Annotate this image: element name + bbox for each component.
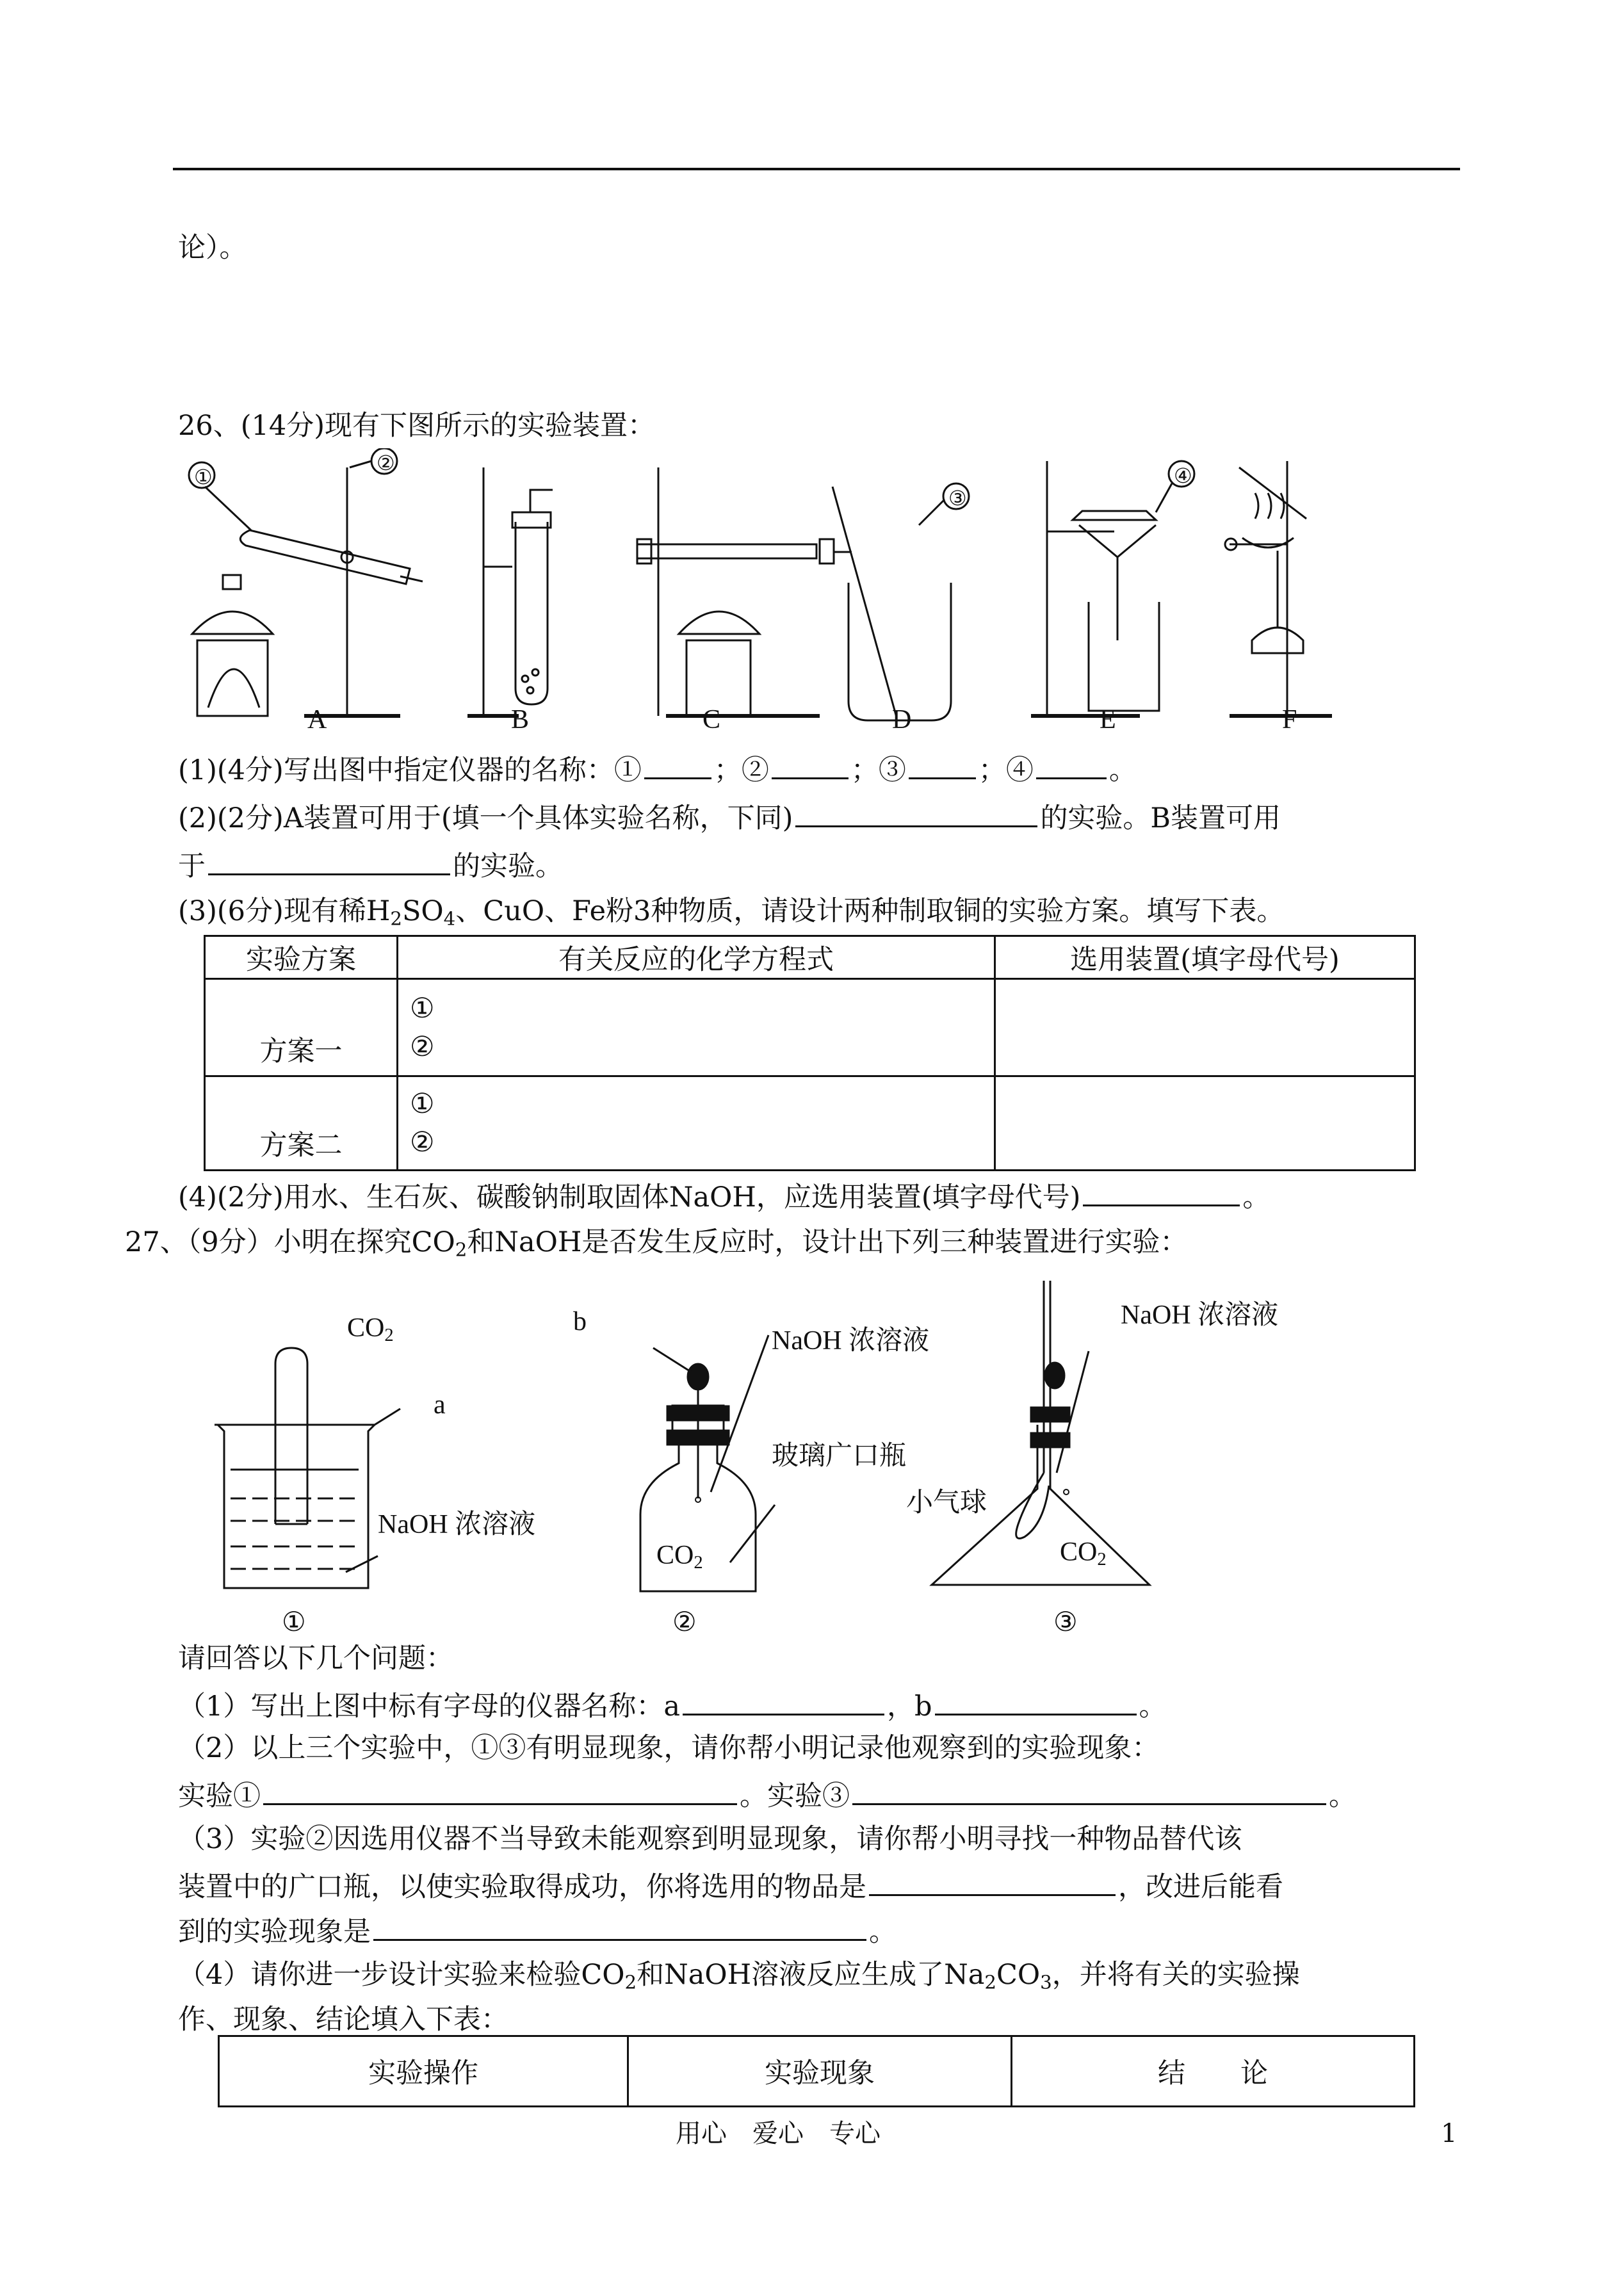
apparatus-label-C: C	[702, 705, 721, 734]
q27-part1: （1）写出上图中标有字母的仪器名称：a ，b 。	[178, 1684, 1167, 1726]
fig-label-naoh-1: NaOH 浓溶液	[378, 1510, 536, 1539]
table-cell[interactable]	[398, 1076, 995, 1171]
fig-label-co2: $CO_2$	[347, 1313, 394, 1346]
fig-number-2: ②	[672, 1608, 697, 1637]
continuation-text: 论）。	[178, 232, 247, 264]
apparatus-label-F: F	[1282, 705, 1297, 734]
fig-label-naoh-3: NaOH 浓溶液	[1121, 1301, 1279, 1330]
q27-part3-line1: （3）实验②因选用仪器不当导致未能观察到明显现象，请你帮小明寻找一种物品替代该	[178, 1823, 1242, 1855]
apparatus-label-D: D	[892, 705, 912, 734]
table-header: 实验方案	[205, 936, 398, 979]
fig-label-balloon: 小气球	[906, 1488, 987, 1518]
q27-heading: 27、（9分）小明在探究$CO_2$和NaOH是否发生反应时，设计出下列三种装置进行实验：	[125, 1226, 1188, 1261]
table-cell[interactable]	[398, 979, 995, 1076]
footer-motto: 用心 爱心 专心	[676, 2119, 881, 2148]
fig-number-1: ①	[282, 1608, 306, 1637]
q27-intro: 请回答以下几个问题：	[178, 1642, 453, 1675]
table-cell[interactable]	[995, 1076, 1415, 1171]
circle-label-4: ④	[1174, 464, 1192, 487]
apparatus-label-A: A	[307, 705, 327, 734]
table-cell[interactable]	[995, 979, 1415, 1076]
q27-part3-line2: 装置中的广口瓶，以使实验取得成功，你将选用的物品是 ，改进后能看	[178, 1865, 1283, 1906]
fig-number-3: ③	[1053, 1608, 1078, 1637]
fig-label-co2-2: $CO_2$	[656, 1541, 703, 1573]
fig-label-naoh-2: NaOH 浓溶液	[772, 1326, 930, 1356]
q26-answer-table	[204, 935, 1416, 1171]
q27-part3-line3: 到的实验现象是 。	[178, 1910, 897, 1951]
equation-mark: ①	[410, 992, 435, 1025]
q27-part4-line1: （4）请你进一步设计实验来检验$CO_2$和NaOH溶液反应生成了$Na_2CO_3$，并将有关的实验操	[178, 1959, 1300, 1993]
table-header: 实验操作	[219, 2036, 628, 2107]
q26-part3: (3)(6分)现有稀$H_2SO_4$、CuO、Fe粉3种物质，请设计两种制取铜的实验方案。填写下表。	[178, 895, 1285, 930]
apparatus-label-B: B	[511, 705, 530, 734]
table-cell: 方案一	[205, 979, 398, 1076]
table-cell: 方案二	[205, 1076, 398, 1171]
table-header: 结 论	[1012, 2036, 1415, 2107]
q26-apparatus-figure	[179, 448, 1345, 743]
q26-part1: (1)(4分)写出图中指定仪器的名称：① ；② ；③ ；④ 。	[178, 748, 1137, 790]
equation-mark: ①	[410, 1088, 435, 1120]
fig-label-co2-3: $CO_2$	[1060, 1537, 1107, 1570]
table-header: 实验现象	[628, 2036, 1012, 2107]
header-rule	[173, 168, 1460, 170]
apparatus-label-E: E	[1100, 705, 1116, 734]
q26-heading: 26、(14分)现有下图所示的实验装置：	[178, 410, 655, 442]
q26-part2-line2: 于 的实验。	[178, 844, 563, 886]
table-header: 选用装置(填字母代号)	[995, 936, 1415, 979]
q27-part2: （2）以上三个实验中，①③有明显现象，请你帮小明记录他观察到的实验现象：	[178, 1732, 1160, 1764]
q27-part4-line2: 作、现象、结论填入下表：	[178, 2004, 508, 2036]
fig-label-bottle: 玻璃广口瓶	[772, 1441, 907, 1471]
equation-mark: ②	[410, 1126, 435, 1158]
q27-answer-table	[218, 2035, 1415, 2107]
q27-part2-answers: 实验① 。实验③ 。	[178, 1774, 1356, 1815]
table-header: 有关反应的化学方程式	[398, 936, 995, 979]
q26-part4: (4)(2分)用水、生石灰、碳酸钠制取固体NaOH，应选用装置(填字母代号) 。	[178, 1175, 1270, 1217]
circle-label-2: ②	[377, 451, 395, 474]
equation-mark: ②	[410, 1030, 435, 1063]
circle-label-1: ①	[194, 466, 213, 489]
circle-label-3: ③	[948, 487, 967, 510]
page-number: 1	[1441, 2119, 1458, 2148]
q26-part2-line1: (2)(2分)A装置可用于(填一个具体实验名称，下同) 的实验。B装置可用	[178, 796, 1281, 838]
fig-label-a: a	[434, 1390, 446, 1420]
fig-label-b: b	[573, 1307, 587, 1336]
